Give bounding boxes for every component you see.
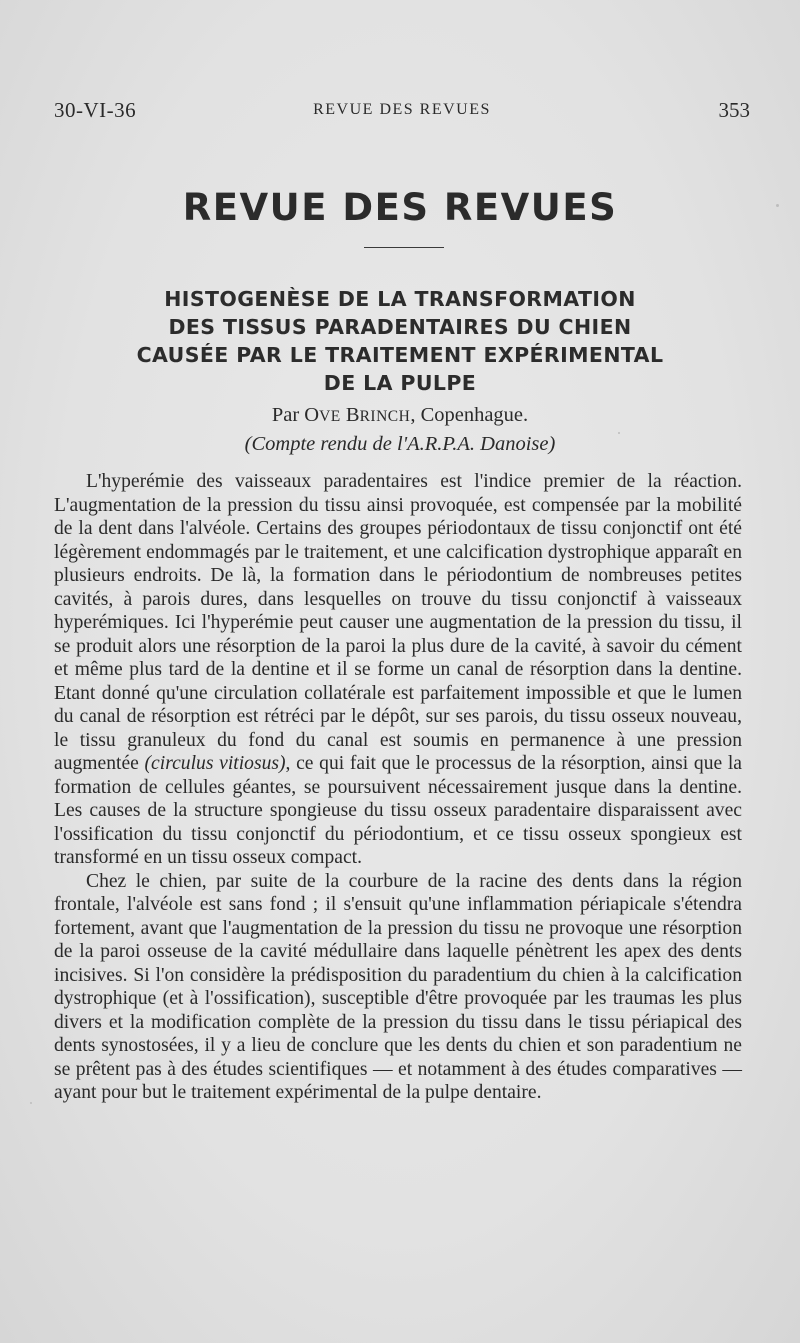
paper-speck — [30, 1102, 32, 1104]
article-title-line: HISTOGENÈSE DE LA TRANSFORMATION — [164, 287, 636, 311]
article-title-line: CAUSÉE PAR LE TRAITEMENT EXPÉRIMENTAL — [136, 343, 664, 367]
byline-prefix: Par — [271, 404, 300, 426]
author-first-initial: O — [304, 404, 320, 426]
paper-speck — [618, 432, 620, 434]
author-byline — [0, 404, 800, 427]
author-city: , Copenhague. — [410, 404, 529, 426]
author-last-rest: RINCH — [359, 408, 411, 425]
paragraph-text: Chez le chien, par suite de la courbure de la racine des dents dans la région frontale, l'alvéole est sans fond ; il s'ensuit qu'une inflammation périapicale s'étendra fortement, avant que l'augmentation de la pression du tissu ne provoque une résorption de la paroi osseuse de la cavité médullaire dans laquelle pénètrent les apex des dents incisives. Si l'on considère la prédisposition du paradentium du chien à la calcification dystrophique (et à l'ossification), susceptible d'être provoquée par les traumas les plus divers et la modification complète de la pression du tissu dans le tissu périapical des dents synostosées, il y a lieu de conclure que les dents du chien et son paradentium ne se prêtent pas à des études scientifiques — et notamment à des études comparatives — ayant pour but le traitement expérimental de la pulpe dentaire. — [54, 870, 742, 1103]
title-divider — [364, 247, 444, 248]
page-number: 353 — [718, 98, 750, 122]
section-title: REVUE DES REVUES — [182, 186, 618, 229]
author-last-initial: B — [345, 404, 360, 426]
paragraph-text: , ce qui fait que le processus de la résorption, ainsi que la formation de cellules géantes, se poursuivent nécessairement jusque dans la dentine. Les causes de la structure spongieuse du tissu osseux paradentaire disparaissent avec l'ossification du tissu conjonctif du périodontium, et ce tissu osseux spongieux est transformé en un tissu osseux compact. — [54, 753, 742, 868]
body-paragraph — [54, 870, 742, 1105]
article-title-line: DES TISSUS PARADENTAIRES DU CHIEN — [168, 315, 632, 339]
author-first-rest: VE — [319, 408, 341, 425]
article-body — [54, 470, 742, 1105]
article-title — [0, 285, 800, 397]
paragraph-text: L'hyperémie des vaisseaux paradentaires est l'indice premier de la réaction. L'augmentation de la pression du tissu ainsi provoquée, est compensée par la mobilité de la dent dans l'alvéole. Certains des groupes périodontaux de tissu conjonctif ont été légèrement endommagés par le traitement, et une calcification dystrophique apparaît en plusieurs endroits. De là, la formation dans le périodontium de nombreuses petites cavités, à parois dures, dans lesquelles on trouve du tissu conjonctif à vaisseaux hyperémiques. Ici l'hyperémie peut causer une augmentation de la pression du tissu, il se produit alors une résorption de la paroi la plus dure de la cavité, à savoir du cément et même plus tard de la dentine et il se forme un canal de résorption dans la dentine. Etant donné qu'une circulation collatérale est parfaitement impossible et que le lumen du canal de résorption est rétréci par le dépôt, sur ses parois, du tissu osseux nouveau, le tissu granuleux du fond du canal est soumis en permanence à une pression augmentée — [54, 471, 742, 774]
latin-phrase: (circulus vitiosus) — [144, 753, 286, 774]
issue-date: 30-VI-36 — [54, 98, 137, 122]
article-title-line: DE LA PULPE — [323, 371, 477, 395]
journal-name: REVUE DES REVUES — [313, 101, 491, 118]
running-header — [54, 98, 750, 128]
body-paragraph — [54, 470, 742, 870]
paper-speck — [776, 204, 779, 207]
source-note: (Compte rendu de l'A.R.P.A. Danoise) — [244, 433, 556, 455]
